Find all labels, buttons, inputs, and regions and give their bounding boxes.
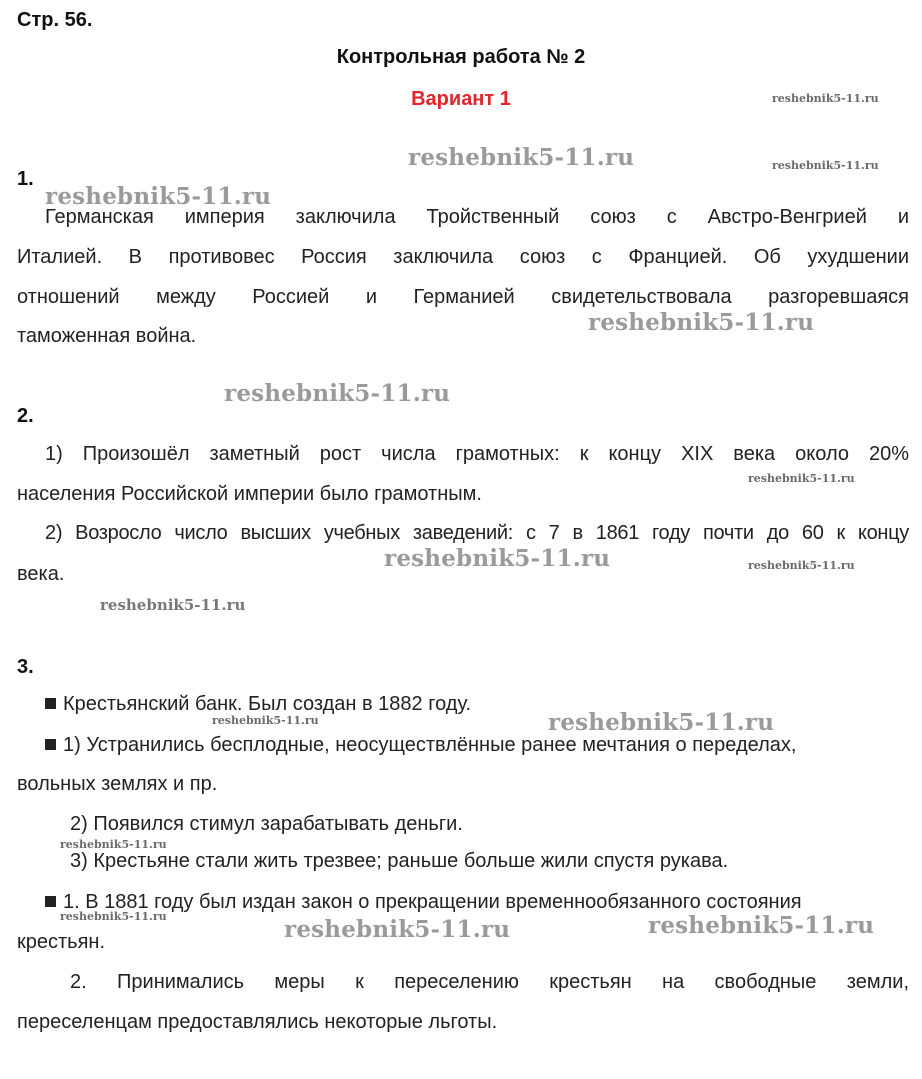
- page-label: Стр. 56.: [17, 9, 93, 31]
- variant-label: Вариант 1: [411, 88, 511, 110]
- task-3-line-7: крестьян.: [17, 931, 106, 953]
- watermark: reshebnik5-11.ru: [772, 92, 879, 105]
- task-2-line-4: века.: [17, 563, 65, 585]
- task-1-line-4: таможенная война.: [17, 325, 197, 347]
- task-3-item-1: Крестьянский банк. Был создан в 1882 году.: [45, 693, 471, 716]
- task-3-line-9: переселенцам предоставлялись некоторые льготы.: [17, 1011, 498, 1033]
- watermark: reshebnik5-11.ru: [748, 559, 855, 572]
- task-1-line-2: Италией. В противовес Россия заключила союз с Францией. Об ухудшении: [17, 246, 909, 268]
- task-2-line-3: 2) Возросло число высших учебных заведений: с 7 в 1861 году почти до 60 к концу: [45, 522, 909, 544]
- task-2-number: 2.: [17, 405, 34, 427]
- task-3-number: 3.: [17, 656, 34, 678]
- task-3-item-3: 1. В 1881 году был издан закон о прекращении временнообязанного состояния: [45, 891, 909, 914]
- watermark: reshebnik5-11.ru: [648, 912, 875, 939]
- watermark: reshebnik5-11.ru: [548, 709, 775, 736]
- task-2-line-1: 1) Произошёл заметный рост числа грамотных: к концу XIX века около 20%: [45, 443, 909, 465]
- task-2-line-2: населения Российской империи было грамотным.: [17, 483, 482, 505]
- watermark: reshebnik5-11.ru: [60, 838, 167, 851]
- watermark: reshebnik5-11.ru: [100, 596, 246, 614]
- watermark: reshebnik5-11.ru: [772, 159, 879, 172]
- task-3-line-3: вольных землях и пр.: [17, 773, 218, 795]
- bullet-square-icon: [45, 896, 56, 907]
- watermark: reshebnik5-11.ru: [212, 714, 319, 727]
- watermark: reshebnik5-11.ru: [45, 183, 272, 210]
- task-1-line-1: Германская империя заключила Тройственный союз с Австро-Венгрией и: [45, 206, 909, 228]
- page-title: Контрольная работа № 2: [336, 46, 586, 68]
- watermark: reshebnik5-11.ru: [60, 910, 167, 923]
- task-1-line-3: отношений между Россией и Германией свидетельствовала разгоревшаяся: [17, 286, 909, 308]
- task-1-number: 1.: [17, 168, 34, 190]
- bullet-square-icon: [45, 698, 56, 709]
- watermark: reshebnik5-11.ru: [384, 545, 611, 572]
- watermark: reshebnik5-11.ru: [748, 472, 855, 485]
- watermark: reshebnik5-11.ru: [224, 380, 451, 407]
- watermark: reshebnik5-11.ru: [408, 144, 635, 171]
- task-3-line-8: 2. Принимались меры к переселению крестьян на свободные земли,: [70, 971, 909, 993]
- task-3-line-4: 2) Появился стимул зарабатывать деньги.: [70, 813, 463, 835]
- watermark: reshebnik5-11.ru: [284, 916, 511, 943]
- watermark: reshebnik5-11.ru: [588, 309, 815, 336]
- task-3-item-2: 1) Устранились бесплодные, неосуществлённые ранее мечтания о переделах,: [45, 734, 909, 757]
- task-3-line-5: 3) Крестьяне стали жить трезвее; раньше больше жили спустя рукава.: [70, 850, 729, 872]
- bullet-square-icon: [45, 739, 56, 750]
